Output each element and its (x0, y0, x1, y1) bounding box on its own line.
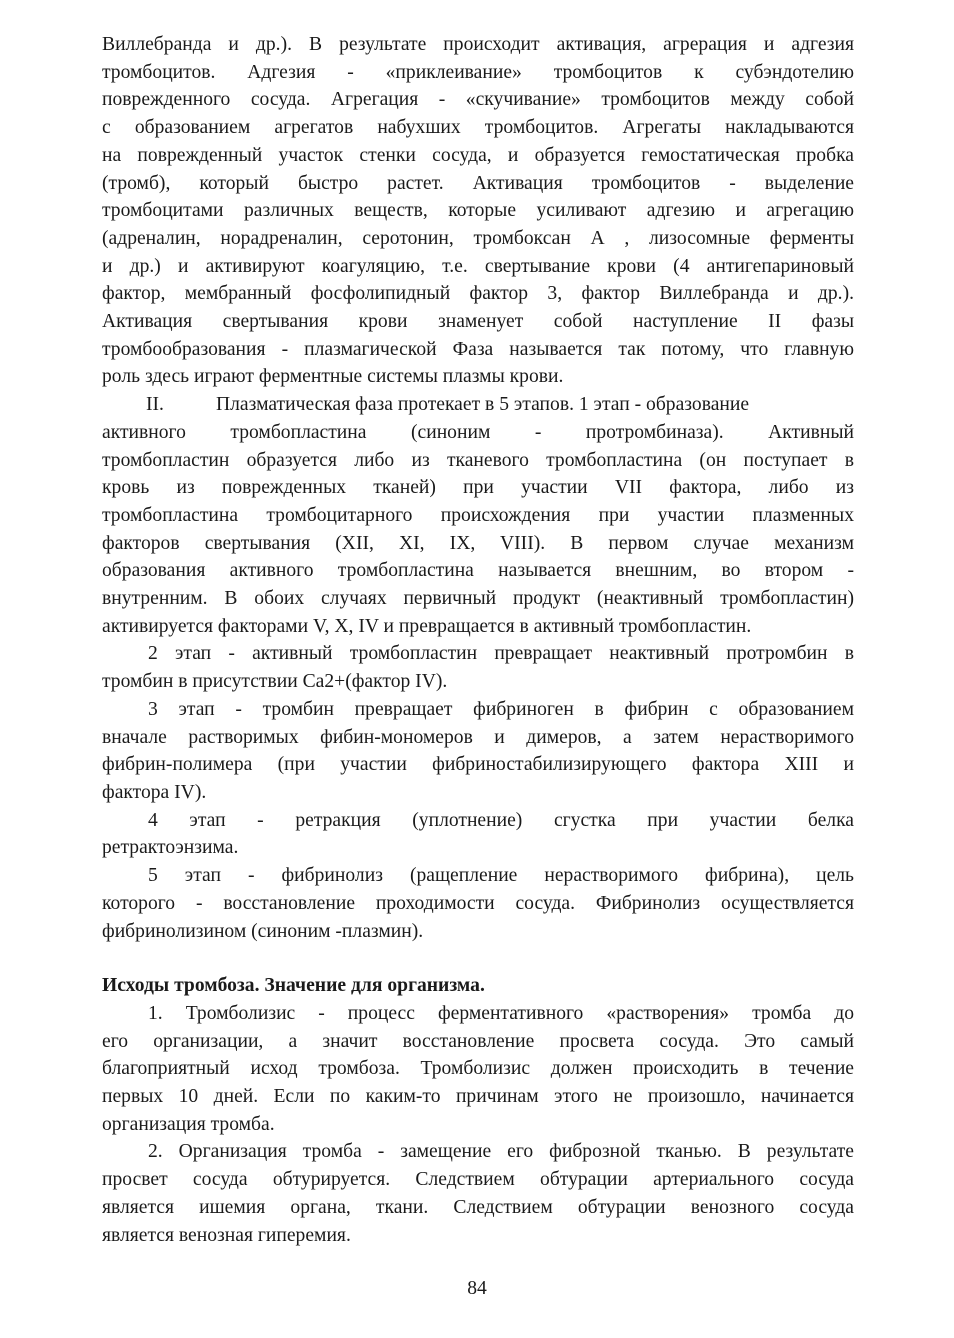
text-line: роль здесь играют ферментные системы плазмы крови. (102, 366, 564, 388)
outcome-1-paragraph (102, 1000, 854, 1139)
text-line: активного тромбопластина (синоним - протромбиназа). Активный (102, 421, 854, 443)
text-line: образования активного тромбопластина называется внешним, во втором - (102, 560, 854, 582)
text-line: организация тромба. (102, 1113, 275, 1135)
text-line: кровь из поврежденных тканей) при участии VII фактора, либо из (102, 477, 854, 499)
text-line: 3 этап - тромбин превращает фибриноген в фибрин с образованием (148, 698, 854, 720)
text-line: фибрин-полимера (при участии фибриностабилизирующего фактора XIII и (102, 754, 854, 776)
text-line: Виллебранда и др.). В результате происходит активация, агрерация и адгезия (102, 34, 854, 55)
text-line: фактора IV). (102, 781, 207, 803)
text-line: является ишемия органа, ткани. Следствием обтурации венозного сосуда (102, 1196, 854, 1218)
text-line: Активация свертывания крови знаменует собой наступление II фазы (102, 311, 854, 333)
text-line: просвет сосуда обтурируется. Следствием обтурации артериального сосуда (102, 1169, 854, 1191)
plasma-phase-paragraph (102, 391, 854, 640)
text-line: 5 этап - фибринолиз (ращепление нерастворимого фибрина), цель (148, 865, 854, 887)
stage-2-paragraph (102, 640, 854, 695)
text-line: вначале растворимых фибин-мономеров и димеров, а затем нерастворимого (102, 726, 854, 748)
page-body (102, 31, 854, 1249)
text-line: первых 10 дней. Если по каким-то причинам этого не произошло, начинается (102, 1086, 854, 1108)
text-line: на поврежденный участок стенки сосуда, и образуется гемостатическая пробка (102, 144, 854, 166)
text-line: факторов свертывания (XII, XI, IX, VIII). В первом случае механизм (102, 532, 854, 554)
text-line: 2 этап - активный тромбопластин превращает неактивный протромбин в (148, 643, 854, 665)
text-line: тромбопластин образуется либо из тканевого тромбопластина (он поступает в (102, 449, 854, 471)
text-line: благоприятный исход тромбоза. Тромболизис должен происходить в течение (102, 1058, 854, 1080)
text-line: тромбоцитами различных веществ, которые усиливают адгезию и агрегацию (102, 200, 854, 222)
text-line: активируется факторами V, X, IV и превращается в активный тромбопластин. (102, 615, 752, 637)
page-number: 84 (467, 1278, 487, 1299)
outcome-2-paragraph (102, 1138, 854, 1249)
text-line: тромбообразования - плазмагической Фаза называется так потому, что главную (102, 338, 854, 360)
text-line: тромбоцитов. Адгезия - «приклеивание» тромбоцитов к субэндотелию (102, 61, 854, 83)
text-line: (тромб), который быстро растет. Активация тромбоцитов - выделение (102, 172, 854, 194)
stage-5-paragraph (102, 862, 854, 945)
section-numeral: II. (146, 394, 164, 416)
text-line: его организации, а значит восстановление просвета сосуда. Это самый (102, 1030, 854, 1052)
intro-paragraph (102, 31, 854, 391)
text-line: поврежденного сосуда. Агрегация - «скучивание» тромбоцитов между собой (102, 89, 854, 111)
text-line: внутренним. В обоих случаях первичный продукт (неактивный тромбопластин) (102, 588, 854, 610)
text-line: (адреналин, норадреналин, серотонин, тромбоксан А , лизосомные ферменты (102, 227, 854, 249)
outcomes-heading: Исходы тромбоза. Значение для организма. (102, 975, 485, 997)
text-line: и др.) и активируют коагуляцию, т.е. свертывание крови (4 антигепариновый (102, 255, 854, 277)
text-line: которого - восстановление проходимости сосуда. Фибринолиз осуществляется (102, 892, 854, 914)
text-line: является венозная гиперемия. (102, 1224, 351, 1246)
text-line: тромбопластина тромбоцитарного происхождения при участии плазменных (102, 504, 854, 526)
text-line: 2. Организация тромба - замещение его фиброзной тканью. В результате (148, 1141, 854, 1163)
text-line: фактор, мембранный фосфолипидный фактор 3, фактор Виллебранда и др.). (102, 283, 854, 305)
text-line: Плазматическая фаза протекает в 5 этапов. 1 этап - образование (216, 394, 750, 416)
stage-3-paragraph (102, 696, 854, 807)
text-line: с образованием агрегатов набухших тромбоцитов. Агрегаты накладываются (102, 117, 854, 139)
plasma-phase-first-line (102, 391, 854, 419)
text-line: фибринолизином (синоним -плазмин). (102, 920, 424, 942)
text-line: 1. Тромболизис - процесс ферментативного «растворения» тромба до (148, 1002, 854, 1024)
stage-4-paragraph (102, 807, 854, 862)
text-line: ретрактоэнзима. (102, 837, 239, 859)
text-line: тромбин в присутствии Са2+(фактор IV). (102, 671, 448, 693)
text-line: 4 этап - ретракция (уплотнение) сгустка при участии белка (148, 809, 854, 831)
